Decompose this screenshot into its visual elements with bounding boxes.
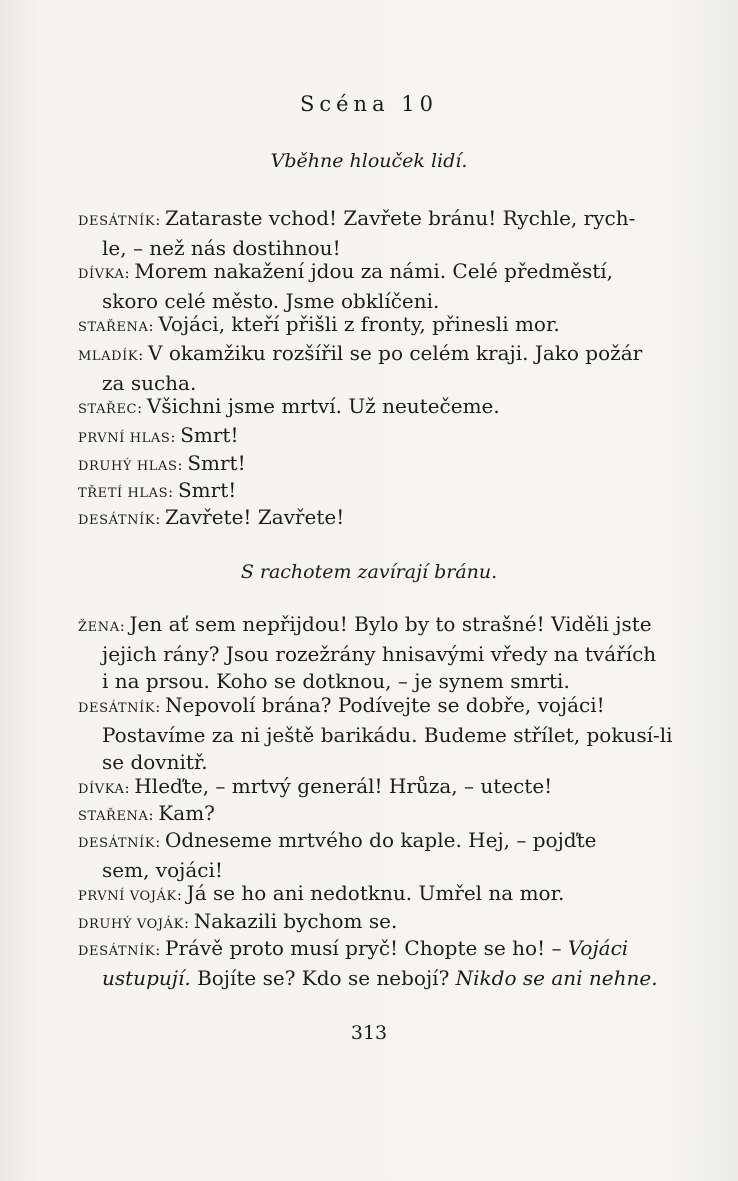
speech: STAŘENA: Kam? [78, 801, 215, 825]
speaker-name: DÍVKA [78, 782, 125, 797]
speech-text: Odneseme mrtvého do kaple. Hej, – pojďte [165, 828, 597, 852]
speech-text: Bojíte se? Kdo se nebojí? [197, 966, 450, 990]
speech: DESÁTNÍK: Odneseme mrtvého do kaple. Hej, – pojďte sem, vojáci! [78, 828, 597, 882]
speech-text: Morem nakažení jdou za námi. Celé předměstí, [134, 259, 614, 283]
speech-text: i na prsou. Koho se dotknou, – je synem smrti. [102, 669, 570, 693]
speech: DRUHÝ HLAS: Smrt! [78, 451, 246, 475]
speaker-name: ŽENA [78, 620, 120, 635]
speech-text: Smrt! [180, 423, 239, 447]
speech-text: skoro celé město. Jsme obklíčeni. [102, 289, 440, 313]
speaker-name: STAŘENA [78, 320, 149, 335]
speech-text: Nakazili bychom se. [193, 909, 398, 933]
speaker-name: TŘETÍ HLAS [78, 486, 169, 501]
speaker-name: PRVNÍ HLAS [78, 431, 171, 446]
scene-title: Scéna 10 [299, 92, 439, 116]
speech: DRUHÝ VOJÁK: Nakazili bychom se. [78, 909, 398, 933]
speech: STAŘENA: Vojáci, kteří přišli z fronty, přinesli mor. [78, 312, 560, 336]
speech-text: Právě proto musí pryč! Chopte se ho! – [165, 936, 562, 960]
speech: DESÁTNÍK: Právě proto musí pryč! Chopte se ho! – Vojáci ustupují. Bojíte se? Kdo se nebojí? Nikdo se ani nehne. [78, 936, 658, 990]
speech-text: sem, vojáci! [102, 858, 223, 882]
speech-text: le, – než nás dostihnou! [102, 236, 341, 260]
speech-text: Hleďte, – mrtvý generál! Hrůza, – utecte! [134, 774, 553, 798]
speaker-name: DESÁTNÍK [78, 513, 156, 528]
speech-text: Vojáci, kteří přišli z fronty, přinesli mor. [158, 312, 560, 336]
speech-text: Smrt! [187, 451, 246, 475]
speech-text: jejich rány? Jsou rozežrány hnisavými vředy na tvářích [102, 642, 657, 666]
speech-text: Já se ho ani nedotknu. Umřel na mor. [186, 881, 565, 905]
inline-stage-direction: Vojáci [567, 936, 629, 960]
speaker-name: DESÁTNÍK [78, 701, 156, 716]
speech: PRVNÍ HLAS: Smrt! [78, 423, 239, 447]
speech-text: Postavíme za ni ještě barikádu. Budeme střílet, pokusí-li [102, 723, 673, 747]
speaker-name: DRUHÝ VOJÁK [78, 917, 184, 932]
speech: DESÁTNÍK: Zavřete! Zavřete! [78, 505, 345, 529]
speech: DÍVKA: Morem nakažení jdou za námi. Celé předměstí, skoro celé město. Jsme obklíčeni. [78, 259, 614, 313]
speech: ŽENA: Jen ať sem nepřijdou! Bylo by to strašné! Viděli jste jejich rány? Jsou rozežrány hnisavými vředy na tvářích i na prsou. Koho se dotknou, – je synem smrti. [78, 612, 657, 693]
speech: MLADÍK: V okamžiku rozšířil se po celém kraji. Jako požár za sucha. [78, 341, 643, 395]
speech-text: Smrt! [177, 478, 237, 502]
speech-text: za sucha. [102, 371, 197, 395]
speech: DESÁTNÍK: Zataraste vchod! Zavřete bránu! Rychle, rych- le, – než nás dostihnou! [78, 206, 636, 260]
speaker-name: PRVNÍ VOJÁK [78, 889, 177, 904]
stage-direction: S rachotem zavírají bránu. [240, 561, 498, 583]
speech-text: Jen ať sem nepřijdou! Bylo by to strašné! Viděli jste [129, 612, 652, 636]
speech: TŘETÍ HLAS: Smrt! [78, 478, 237, 502]
speech-text: se dovnitř. [102, 750, 208, 774]
speech: PRVNÍ VOJÁK: Já se ho ani nedotknu. Umřel na mor. [78, 881, 565, 905]
speaker-name: DESÁTNÍK [78, 836, 156, 851]
speech: DESÁTNÍK: Nepovolí brána? Podívejte se dobře, vojáci! Postavíme za ni ještě barikádu. Budeme střílet, pokusí-li se dovnitř. [78, 693, 673, 774]
speech-text: V okamžiku rozšířil se po celém kraji. Jako požár [148, 341, 643, 365]
speaker-name: STAŘEC [78, 402, 138, 417]
speaker-name: DRUHÝ HLAS [78, 459, 178, 474]
page-number: 313 [350, 1022, 388, 1044]
stage-direction: Vběhne hlouček lidí. [270, 150, 468, 172]
speech-text: Nepovolí brána? Podívejte se dobře, vojáci! [165, 693, 605, 717]
speech-text: Kam? [158, 801, 215, 825]
speaker-name: MLADÍK [78, 349, 139, 364]
speaker-name: DESÁTNÍK [78, 214, 156, 229]
speech-text: Všichni jsme mrtví. Už neutečeme. [146, 394, 500, 418]
inline-stage-direction: ustupují. [102, 966, 191, 990]
inline-stage-direction: Nikdo se ani nehne. [455, 966, 658, 990]
speech: DÍVKA: Hleďte, – mrtvý generál! Hrůza, – utecte! [78, 774, 553, 798]
speaker-name: DESÁTNÍK [78, 944, 156, 959]
speech-text: Zataraste vchod! Zavřete bránu! Rychle, rych- [165, 206, 636, 230]
speech-text: Zavřete! Zavřete! [165, 505, 345, 529]
speaker-name: STAŘENA [78, 809, 149, 824]
speaker-name: DÍVKA [78, 267, 125, 282]
speech: STAŘEC: Všichni jsme mrtví. Už neutečeme. [78, 394, 500, 418]
